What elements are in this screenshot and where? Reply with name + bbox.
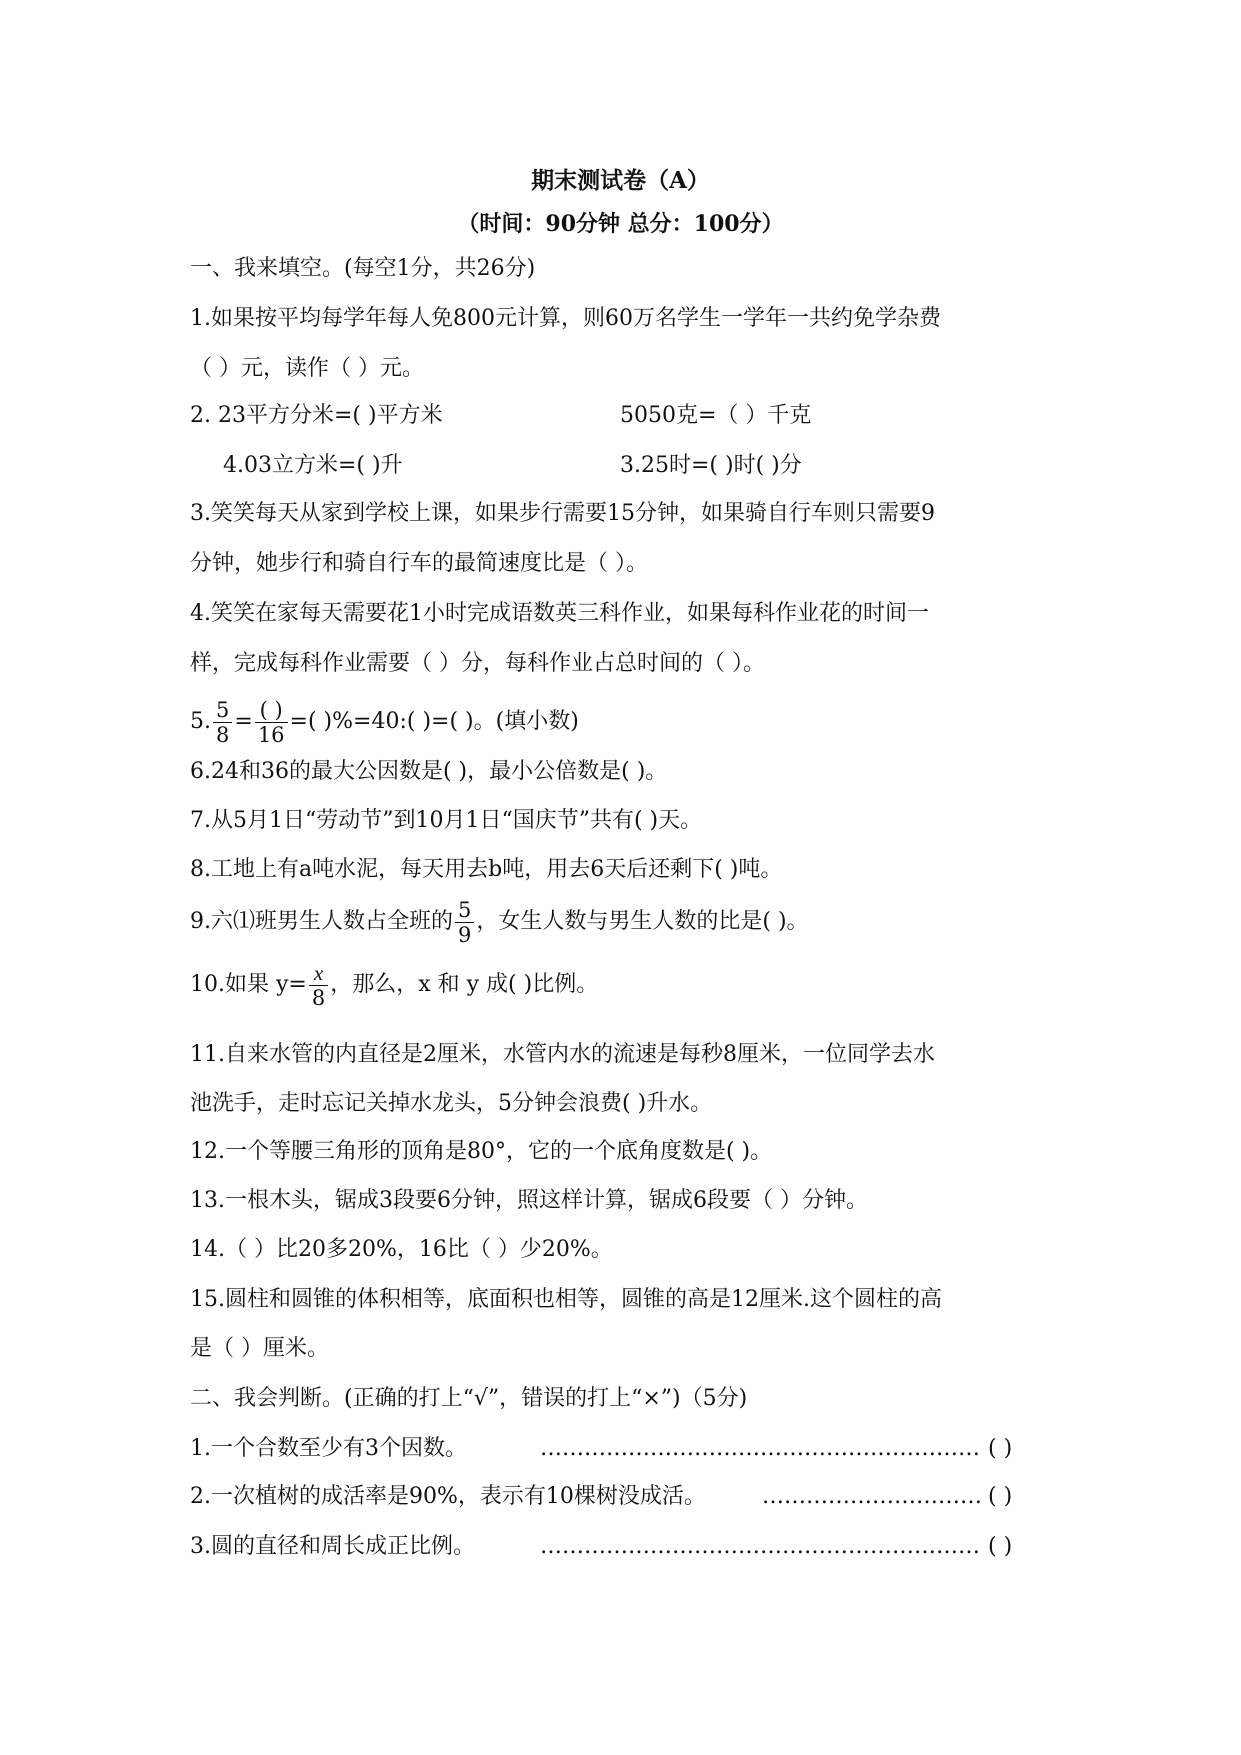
judgment-item-3	[190, 1532, 475, 1562]
question-1-line-1: 1.如果按平均每学年每人免800元计算，则60万名学生一学年一共约免学杂费	[190, 306, 941, 331]
judgment-item-1-dots: ……………………………………………………	[540, 1436, 980, 1461]
question-9	[190, 892, 809, 952]
section-1-heading: 一、我来填空。(每空1分，共26分)	[190, 256, 536, 281]
question-9-prefix: 9.六⑴班男生人数占全班的	[190, 909, 453, 934]
question-2-part-a: 2. 23平方分米=( )平方米	[190, 403, 443, 428]
question-10	[190, 955, 598, 1015]
question-3-line-2: 分钟，她步行和骑自行车的最简速度比是（ ）。	[190, 551, 648, 576]
question-12: 12.一个等腰三角形的顶角是80°，它的一个底角度数是( )。	[190, 1139, 773, 1164]
judgment-item-3-text: 3.圆的直径和周长成正比例。	[190, 1534, 475, 1559]
question-14: 14.（ ）比20多20%，16比（ ）少20%。	[190, 1237, 613, 1262]
equals-sign: =	[234, 709, 253, 734]
question-5-prefix: 5.	[190, 709, 211, 734]
judgment-item-1-text: 1.一个合数至少有3个因数。	[190, 1436, 467, 1461]
section-2-heading: 二、我会判断。(正确的打上“√”，错误的打上“×”)（5分)	[190, 1386, 748, 1411]
judgment-item-3-dots: ……………………………………………………	[540, 1534, 980, 1559]
judgment-item-3-bracket[interactable]: ( )	[988, 1534, 1013, 1559]
question-4-line-1: 4.笑笑在家每天需要花1小时完成语数英三科作业，如果每科作业花的时间一	[190, 601, 929, 626]
question-5	[190, 692, 579, 752]
question-11-line-2: 池洗手，走时忘记关掉水龙头，5分钟会浪费( )升水。	[190, 1091, 713, 1116]
question-8: 8.工地上有a吨水泥，每天用去b吨，用去6天后还剩下( )吨。	[190, 857, 783, 882]
question-2-part-b: 5050克=（ ）千克	[620, 403, 812, 428]
judgment-item-2-bracket[interactable]: ( )	[988, 1484, 1013, 1509]
question-3-line-1: 3.笑笑每天从家到学校上课，如果步行需要15分钟，如果骑自行车则只需要9	[190, 501, 935, 526]
exam-title: 期末测试卷（A）	[531, 167, 710, 194]
judgment-item-1	[190, 1434, 467, 1464]
fraction-five-ninths: $\frac{5}{9}$	[455, 898, 474, 947]
fraction-x-over-eight: $\frac{x}{8}$	[309, 961, 328, 1010]
judgment-item-2-dots: …………………………	[762, 1484, 982, 1509]
question-15-line-2: 是（ ）厘米。	[190, 1336, 329, 1361]
question-2-part-c: 4.03立方米=( )升	[223, 453, 403, 478]
judgment-item-2-text: 2.一次植树的成活率是90%，表示有10棵树没成活。	[190, 1484, 706, 1509]
question-10-rest: ，那么，x 和 y 成( )比例。	[330, 972, 599, 997]
question-10-prefix: 10.如果 y=	[190, 972, 307, 997]
question-11-line-1: 11.自来水管的内直径是2厘米，水管内水的流速是每秒8厘米，一位同学去水	[190, 1042, 935, 1067]
exam-subtitle: （时间：90分钟 总分：100分）	[457, 211, 784, 237]
judgment-item-1-bracket[interactable]: ( )	[988, 1436, 1013, 1461]
question-5-rest: =( )%=40:( )=( )。(填小数)	[289, 709, 579, 734]
question-15-line-1: 15.圆柱和圆锥的体积相等，底面积也相等，圆锥的高是12厘米.这个圆柱的高	[190, 1287, 942, 1312]
question-1-line-2: （ ）元，读作（ ）元。	[190, 356, 424, 381]
question-9-rest: ，女生人数与男生人数的比是( )。	[476, 909, 809, 934]
question-13: 13.一根木头，锯成3段要6分钟，照这样计算，锯成6段要（ ）分钟。	[190, 1188, 868, 1213]
question-2-part-d: 3.25时=( )时( )分	[620, 453, 802, 478]
fraction-five-eighths: $\frac{5}{8}$	[213, 698, 232, 747]
judgment-item-2	[190, 1482, 706, 1512]
question-4-line-2: 样，完成每科作业需要（ ）分，每科作业占总时间的（ ）。	[190, 651, 765, 676]
fraction-blank-sixteenths: $\frac{( )}{16}$	[255, 698, 288, 747]
question-7: 7.从5月1日“劳动节”到10月1日“国庆节”共有( )天。	[190, 808, 703, 833]
question-6: 6.24和36的最大公因数是( )，最小公倍数是( )。	[190, 759, 668, 784]
